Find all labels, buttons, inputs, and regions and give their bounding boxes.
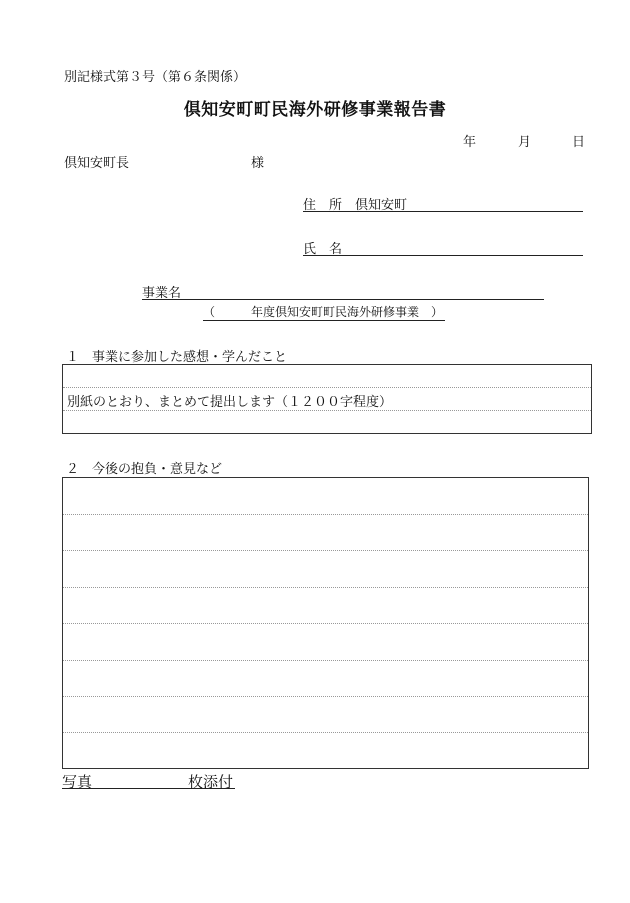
photo-unit-label: 枚添付 — [188, 773, 234, 791]
date-month-label: 月 — [518, 135, 532, 150]
photo-label: 写真 — [62, 773, 93, 791]
ruled-line — [63, 660, 588, 661]
fiscal-year-field[interactable] — [203, 302, 445, 321]
address-label: 住 所 倶知安町 — [303, 198, 408, 213]
honorific: 様 — [251, 156, 265, 171]
ruled-line — [63, 587, 588, 588]
project-name-label: 事業名 — [142, 286, 182, 301]
ruled-line — [63, 514, 588, 515]
date-year-label: 年 — [463, 135, 477, 150]
ruled-line — [63, 732, 588, 733]
addressee: 倶知安町長 — [64, 156, 130, 171]
section1-heading: １ 事業に参加した感想・学んだこと — [66, 350, 288, 365]
address-field[interactable] — [303, 193, 583, 212]
date-day-label: 日 — [572, 135, 586, 150]
ruled-line — [63, 387, 591, 388]
project-name-field[interactable] — [142, 281, 544, 300]
ruled-line — [63, 623, 588, 624]
section1-box[interactable] — [62, 364, 592, 434]
fiscal-year-text: （ 年度倶知安町町民海外研修事業 ） — [203, 305, 444, 319]
name-label: 氏 名 — [303, 242, 343, 257]
ruled-line — [63, 410, 591, 411]
ruled-line — [63, 696, 588, 697]
name-field[interactable] — [303, 237, 583, 256]
form-number: 別記様式第３号（第６条関係） — [64, 70, 247, 85]
section2-heading: ２ 今後の抱負・意見など — [66, 462, 223, 477]
section2-box[interactable] — [62, 477, 589, 769]
document-title: 倶知安町町民海外研修事業報告書 — [183, 100, 447, 120]
section1-note: 別紙のとおり、まとめて提出します（１２００字程度） — [67, 395, 393, 410]
ruled-line — [63, 550, 588, 551]
